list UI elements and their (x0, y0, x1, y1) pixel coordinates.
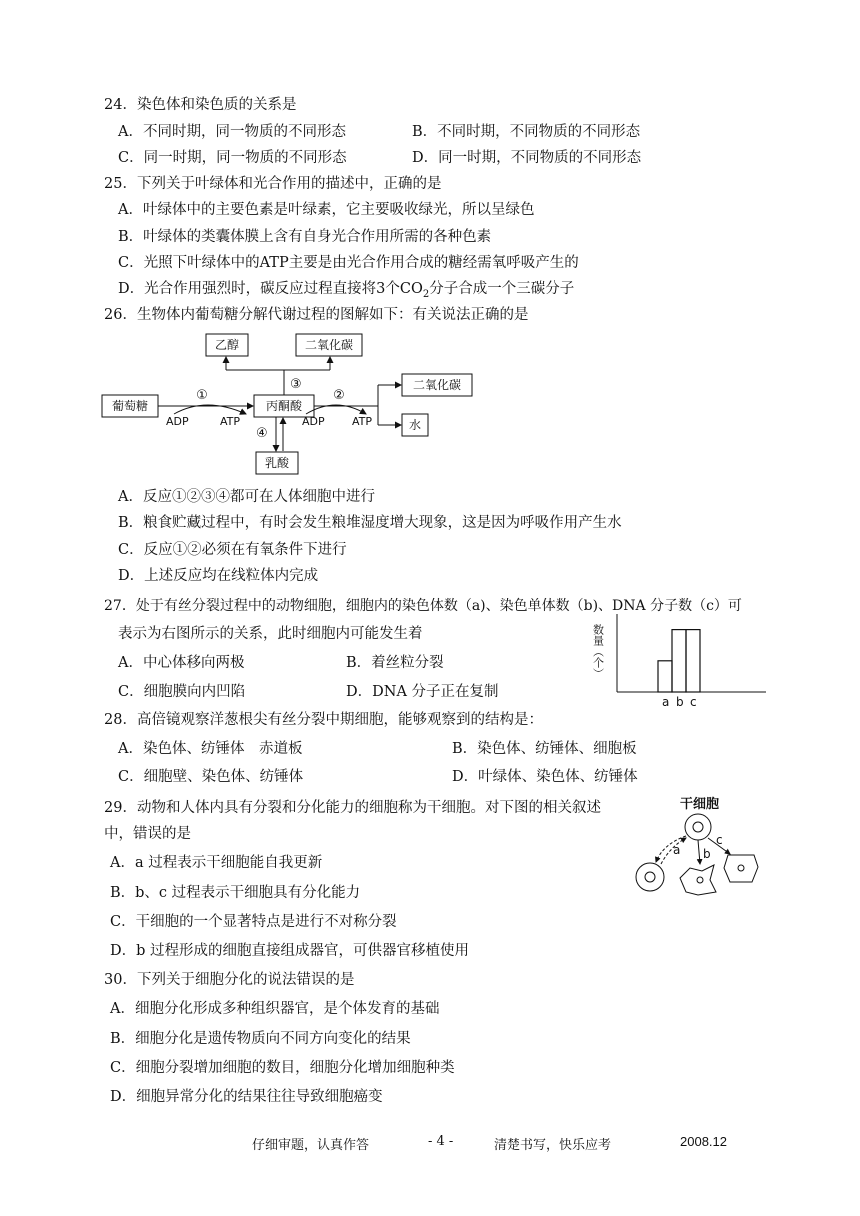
bar-b (672, 630, 686, 692)
q27-option-c: C．细胞膜向内凹陷 (118, 684, 246, 700)
q28-option-a: A．染色体、纺锤体 赤道板 (118, 741, 303, 757)
chromosome-count-chart (592, 610, 774, 710)
q29-option-c: C．干细胞的一个显著特点是进行不对称分裂 (110, 914, 397, 930)
process-b-label: b (703, 847, 711, 861)
reaction-3-label: ③ (290, 377, 302, 392)
q28-option-b: B．染色体、纺锤体、细胞板 (452, 741, 637, 757)
atp-2-label: ATP (352, 415, 373, 428)
q30-option-d: D．细胞异常分化的结果往往导致细胞癌变 (110, 1089, 383, 1105)
reaction-1-label: ① (196, 388, 208, 403)
q28-stem: 28．高倍镜观察洋葱根尖有丝分裂中期细胞，能够观察到的结构是： (104, 712, 543, 728)
q30-option-b: B．细胞分化是遗传物质向不同方向变化的结果 (110, 1031, 411, 1047)
q25-option-d (118, 280, 574, 304)
adp-1-label: ADP (166, 415, 189, 428)
page-number: - 4 - (428, 1134, 454, 1149)
q25-d-sub: 2 (422, 288, 430, 300)
ethanol-label: 乙醇 (214, 338, 240, 352)
q26-option-c: C．反应①②必须在有氧条件下进行 (118, 542, 347, 558)
q29-option-d: D．b 过程形成的细胞直接组成器官，可供器官移植使用 (110, 943, 470, 959)
q26-option-a: A．反应①②③④都可在人体细胞中进行 (118, 489, 375, 505)
process-c-label: c (716, 833, 723, 847)
q30-stem: 30．下列关于细胞分化的说法错误的是 (104, 972, 355, 988)
reaction-4-label: ④ (256, 426, 268, 441)
stem-cell-figure (628, 792, 768, 910)
q26-stem: 26．生物体内葡萄糖分解代谢过程的图解如下：有关说法正确的是 (104, 307, 529, 323)
q27-stem-line1: 27．处于有丝分裂过程中的动物细胞，细胞内的染色体数（a)、染色单体数（b)、DNA 分子数（c）可 (104, 598, 742, 614)
footer-date: 2008.12 (680, 1134, 727, 1149)
tick-label-a: a (662, 695, 670, 709)
pyruvate-label: 丙酮酸 (265, 399, 303, 413)
stem-cell-title: 干细胞 (680, 797, 720, 812)
bar-a (658, 661, 672, 692)
q25-stem: 25．下列关于叶绿体和光合作用的描述中，正确的是 (104, 176, 442, 192)
co2-right-label: 二氧化碳 (412, 378, 462, 392)
q25-d-post: 分子合成一个三碳分子 (429, 281, 575, 297)
reaction-2-label: ② (333, 388, 345, 403)
q24-stem: 24．染色体和染色质的关系是 (104, 97, 297, 113)
atp-1-label: ATP (220, 415, 241, 428)
adp-2-label: ADP (302, 415, 325, 428)
water-label: 水 (408, 418, 422, 432)
tick-label-c: c (690, 695, 697, 709)
q29-option-b: B．b、c 过程表示干细胞具有分化能力 (110, 885, 361, 901)
q28-option-d: D．叶绿体、染色体、纺锤体 (452, 769, 638, 785)
q25-option-a: A．叶绿体中的主要色素是叶绿素，它主要吸收绿光，所以呈绿色 (118, 202, 535, 218)
q27-option-a: A．中心体移向两极 (118, 655, 245, 671)
tick-label-b: b (676, 695, 684, 709)
q29-stem-line2: 中，错误的是 (104, 826, 191, 842)
chart-ylabel: 数量（个） (592, 624, 605, 679)
footer-right-motto: 清楚书写，快乐应考 (494, 1138, 612, 1153)
co2-top-label: 二氧化碳 (304, 338, 354, 352)
q27-option-b: B．着丝粒分裂 (346, 655, 444, 671)
lactate-label: 乳酸 (264, 456, 290, 470)
bar-c (686, 630, 700, 692)
q30-option-c: C．细胞分裂增加细胞的数目，细胞分化增加细胞种类 (110, 1060, 455, 1076)
q29-stem-line1: 29．动物和人体内具有分裂和分化能力的细胞称为干细胞。对下图的相关叙述 (104, 800, 601, 816)
glucose-label: 葡萄糖 (111, 399, 149, 413)
footer-left-motto: 仔细审题，认真作答 (252, 1138, 370, 1153)
q24-option-c: C．同一时期，同一物质的不同形态 (118, 150, 347, 166)
q28-option-c: C．细胞壁、染色体、纺锤体 (118, 769, 304, 785)
q29-option-a: A．a 过程表示干细胞能自我更新 (110, 855, 323, 871)
q24-option-b: B．不同时期，不同物质的不同形态 (412, 124, 641, 140)
q25-d-pre: D．光合作用强烈时，碳反应过程直接将3个CO (118, 281, 423, 297)
q26-option-d: D．上述反应均在线粒体内完成 (118, 568, 319, 584)
process-a-label: a (673, 843, 681, 857)
q26-option-b: B．粮食贮藏过程中，有时会发生粮堆湿度增大现象，这是因为呼吸作用产生水 (118, 515, 622, 531)
glucose-metabolism-diagram (96, 326, 486, 476)
q27-stem-line2: 表示为右图所示的关系，此时细胞内可能发生着 (118, 626, 423, 642)
q24-option-a: A．不同时期，同一物质的不同形态 (118, 124, 346, 140)
q27-option-d: D．DNA 分子正在复制 (346, 684, 499, 700)
q25-option-b: B．叶绿体的类囊体膜上含有自身光合作用所需的各种色素 (118, 229, 492, 245)
q25-option-c: C．光照下叶绿体中的ATP主要是由光合作用合成的糖经需氧呼吸产生的 (118, 255, 579, 271)
q24-option-d: D．同一时期，不同物质的不同形态 (412, 150, 642, 166)
q30-option-a: A．细胞分化形成多种组织器官，是个体发育的基础 (110, 1001, 440, 1017)
